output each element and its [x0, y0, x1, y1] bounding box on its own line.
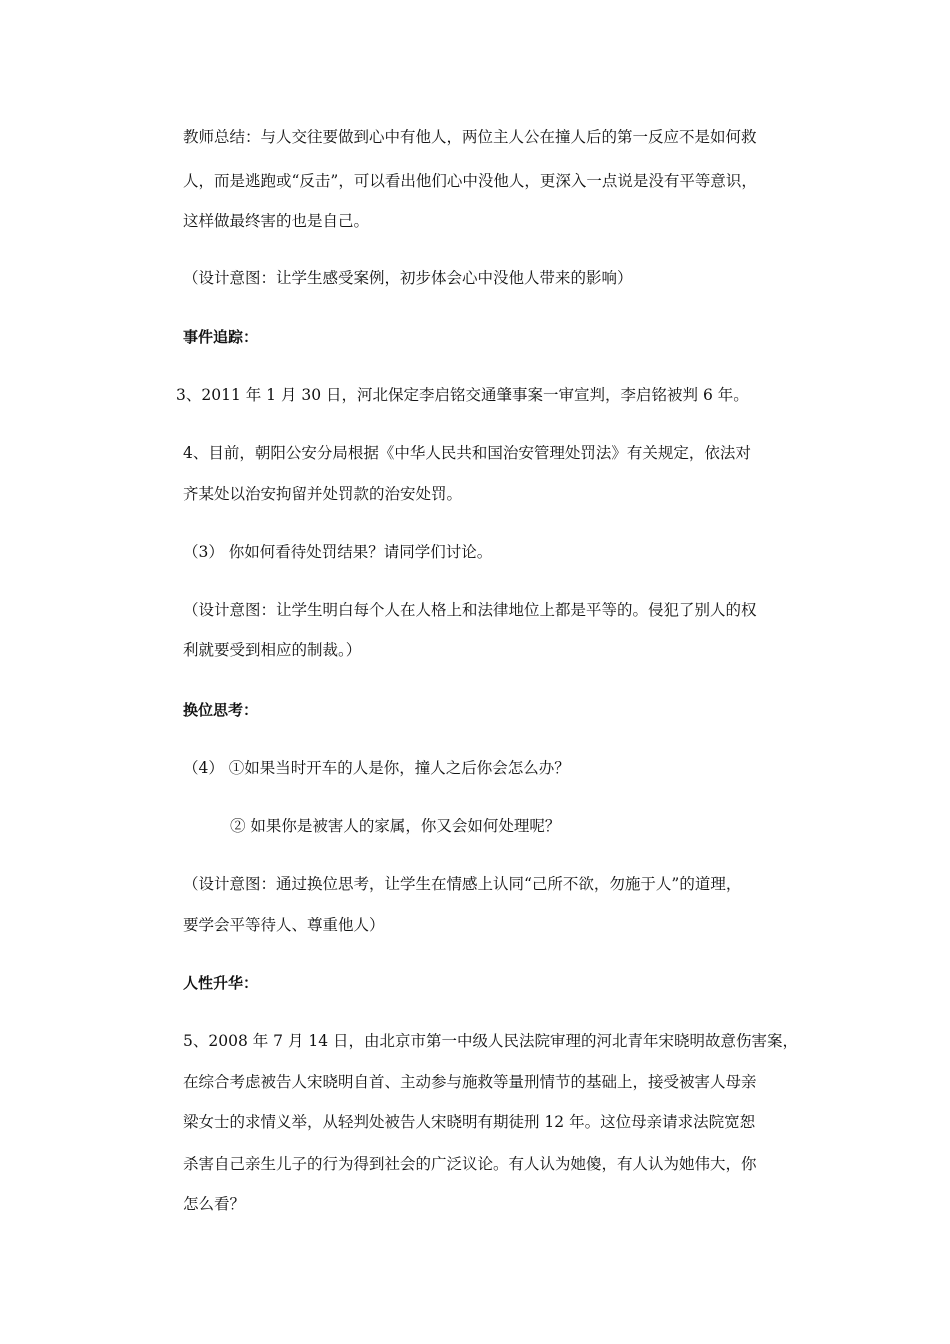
item-5-line-3: 梁女士的求情义举，从轻判处被告人宋晓明有期徒刑 12 年。这位母亲请求法院宽恕	[183, 1113, 756, 1131]
item-5-line-4: 杀害自己亲生儿子的行为得到社会的广泛议论。有人认为她傻，有人认为她伟大，你	[183, 1155, 757, 1173]
section-heading-perspective: 换位思考：	[183, 701, 259, 719]
teacher-summary-line-3: 这样做最终害的也是自己。	[183, 212, 370, 230]
design-intent-1: （设计意图：让学生感受案例，初步体会心中没他人带来的影响）	[183, 269, 633, 287]
design-intent-3-line-1: （设计意图：通过换位思考，让学生在情感上认同“己所不欲，勿施于人”的道理，	[183, 875, 742, 893]
design-intent-2-line-1: （设计意图：让学生明白每个人在人格上和法律地位上都是平等的。侵犯了别人的权	[183, 601, 757, 619]
question-4-line-2: ② 如果你是被害人的家属，你又会如何处理呢？	[230, 817, 561, 835]
item-4-line-2: 齐某处以治安拘留并处罚款的治安处罚。	[183, 485, 463, 503]
item-5-line-2: 在综合考虑被告人宋晓明自首、主动参与施救等量刑情节的基础上，接受被害人母亲	[183, 1073, 757, 1091]
item-4-line-1: 4、目前，朝阳公安分局根据《中华人民共和国治安管理处罚法》有关规定，依法对	[183, 444, 751, 462]
question-4-line-1: （4） ①如果当时开车的人是你，撞人之后你会怎么办？	[183, 759, 570, 777]
design-intent-3-line-2: 要学会平等待人、尊重他人）	[183, 916, 385, 934]
item-3: 3、2011 年 1 月 30 日，河北保定李启铭交通肇事案一审宣判，李启铭被判 6 年。	[176, 386, 749, 404]
design-intent-2-line-2: 利就要受到相应的制裁。）	[183, 641, 362, 659]
item-5-line-5: 怎么看？	[183, 1195, 246, 1213]
section-heading-humanity: 人性升华：	[183, 974, 259, 992]
teacher-summary-line-2: 人，而是逃跑或“反击”，可以看出他们心中没他人，更深入一点说是没有平等意识，	[183, 172, 757, 190]
question-3: （3） 你如何看待处罚结果？请同学们讨论。	[183, 543, 493, 561]
teacher-summary-line-1: 教师总结：与人交往要做到心中有他人，两位主人公在撞人后的第一反应不是如何救	[183, 128, 757, 146]
section-heading-event-tracking: 事件追踪：	[183, 328, 259, 346]
item-5-line-1: 5、2008 年 7 月 14 日，由北京市第一中级人民法院审理的河北青年宋晓明故意伤害案，	[183, 1032, 799, 1050]
